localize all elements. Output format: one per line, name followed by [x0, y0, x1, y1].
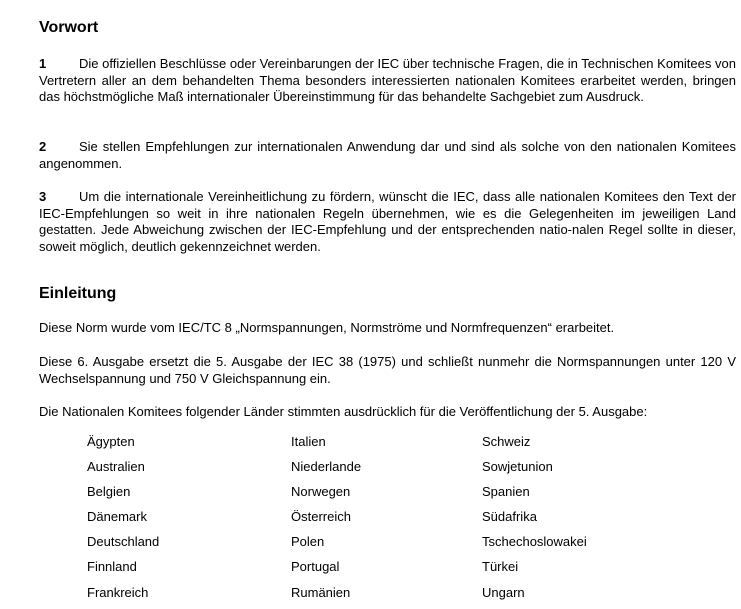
- country-item: Niederlande: [291, 459, 362, 475]
- vorwort-paragraph-1: [39, 56, 736, 106]
- country-item: Frankreich: [87, 584, 149, 600]
- einleitung-paragraph-1: Diese Norm wurde vom IEC/TC 8 „Normspannungen, Normströme und Normfrequenzen“ erarbeitet.: [39, 320, 615, 335]
- country-item: Ungarn: [482, 584, 525, 600]
- country-item: Australien: [87, 459, 145, 475]
- vorwort-paragraph-3: [39, 189, 736, 255]
- country-item: Türkei: [482, 559, 519, 575]
- paragraph-number: 2: [39, 139, 47, 154]
- paragraph-text: Sie stellen Empfehlungen zur internationalen Anwendung dar und sind als solche von den nationalen Komitees angenommen.: [39, 139, 736, 171]
- country-column-1: [87, 433, 277, 609]
- heading-vorwort: Vorwort: [39, 19, 99, 36]
- paragraph-text: Um die internationale Vereinheitlichung zu fördern, wünscht die IEC, dass alle nationalen Komitees den Text der IEC-Empfehlungen so weit in ihre nationalen Regeln übernehmen, wie es die Gelegenheiten im jeweiligen Land gestatten. Jede Abweichung zwischen der IEC-Empfehlung und der entsprechenden natio-nalen Regel sollte in dieser, soweit möglich, deutlich gekennzeichnet werden.: [39, 189, 736, 254]
- country-item: Italien: [291, 434, 326, 449]
- heading-einleitung: Einleitung: [39, 285, 117, 302]
- country-item: Polen: [291, 534, 325, 550]
- vorwort-paragraph-2: [39, 139, 736, 172]
- country-item: Österreich: [291, 509, 351, 525]
- country-item: Finnland: [87, 559, 137, 575]
- country-item: Portugal: [291, 559, 340, 575]
- country-column-3: [482, 433, 672, 609]
- paragraph-text: Die offiziellen Beschlüsse oder Vereinbarungen der IEC über technische Fragen, die in Technischen Komitees von Vertretern aller an dem behandelten Thema besonders interessierten nationalen Komitees erarbeitet werden, bringen das höchstmögliche Maß internationaler Übereinstimmung für das behandelte Sachgebiet zum Ausdruck.: [39, 56, 736, 105]
- country-item: Tschechoslowakei: [482, 534, 587, 550]
- country-item: Südafrika: [482, 509, 537, 525]
- country-item: Schweiz: [482, 434, 531, 449]
- einleitung-paragraph-3: Die Nationalen Komitees folgender Länder stimmten ausdrücklich für die Veröffentlichung der 5. Ausgabe:: [39, 404, 648, 419]
- country-item: Spanien: [482, 484, 530, 500]
- country-item: Belgien: [87, 484, 131, 500]
- country-item: Sowjetunion: [482, 459, 553, 475]
- country-column-2: [291, 433, 481, 609]
- paragraph-number: 1: [39, 56, 47, 71]
- country-item: Ägypten: [87, 434, 135, 449]
- einleitung-paragraph-2: Diese 6. Ausgabe ersetzt die 5. Ausgabe der IEC 38 (1975) und schließt nunmehr die Normspannungen unter 120 V Wechselspannung und 750 V Gleichspannung ein.: [39, 354, 736, 386]
- country-item: Norwegen: [291, 484, 351, 500]
- country-item: Deutschland: [87, 534, 160, 550]
- paragraph-number: 3: [39, 189, 47, 204]
- country-item: Dänemark: [87, 509, 147, 525]
- country-item: Rumänien: [291, 584, 351, 600]
